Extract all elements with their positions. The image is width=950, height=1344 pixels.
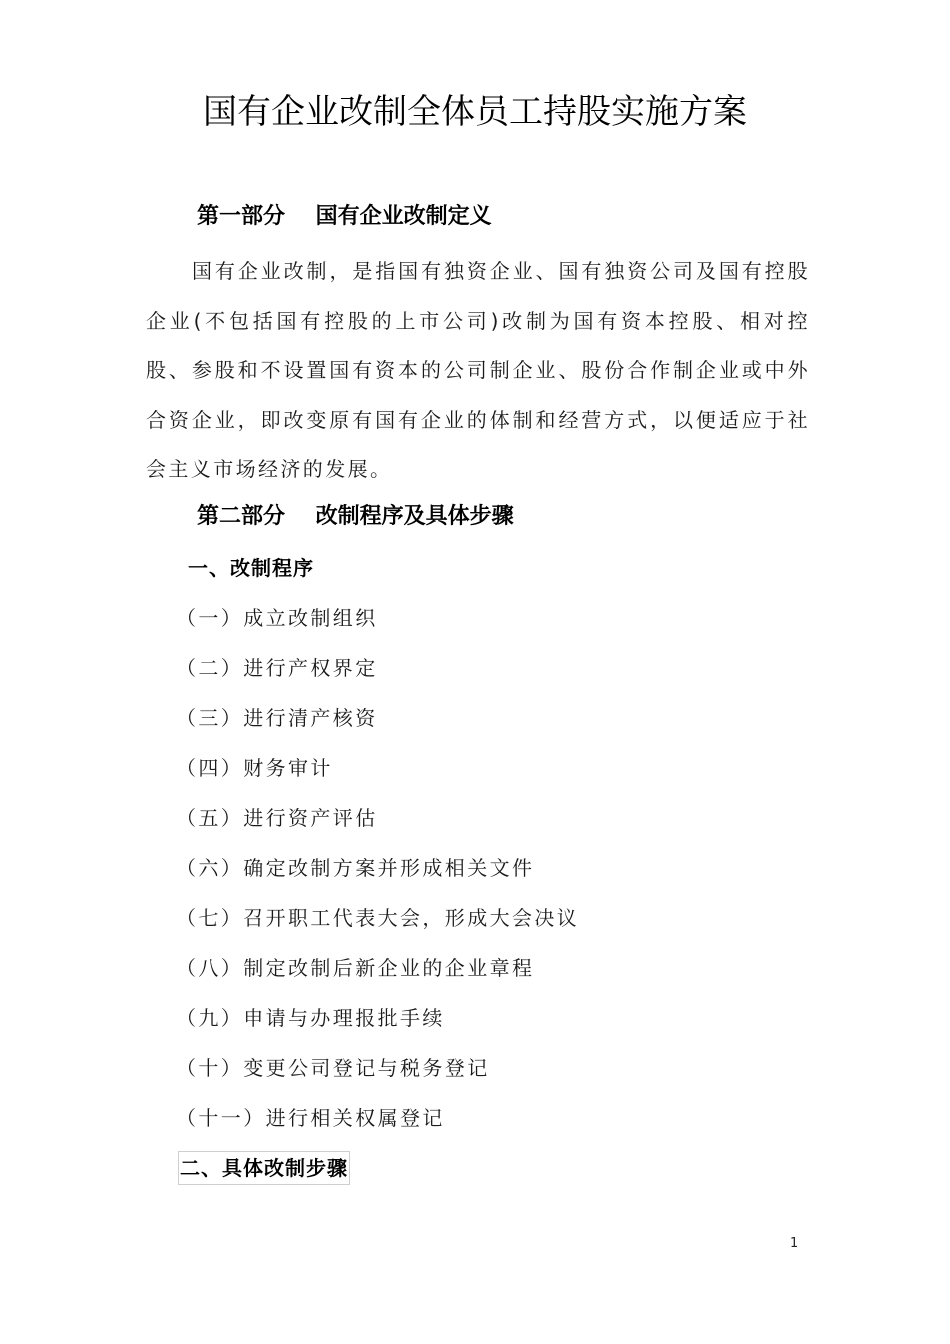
document-title: 国有企业改制全体员工持股实施方案 xyxy=(203,92,747,132)
section-2-heading: 二、具体改制步骤 xyxy=(178,1151,350,1185)
procedure-step: （三）进行清产核资 xyxy=(176,706,378,730)
part-1-paragraph: 国有企业改制，是指国有独资企业、国有独资公司及国有控股企业(不包括国有控股的上市公司)改制为国有资本控股、相对控股、参股和不设置国有资本的公司制企业、股份合作制企业或中外合资企业，即改变原有国有企业的体制和经营方式，以便适应于社会主义市场经济的发展。 xyxy=(146,259,810,482)
procedure-step: （九）申请与办理报批手续 xyxy=(176,1006,445,1030)
page-number: 1 xyxy=(790,1236,799,1251)
procedure-step: （七）召开职工代表大会，形成大会决议 xyxy=(176,906,580,930)
procedure-step: （十）变更公司登记与税务登记 xyxy=(176,1056,490,1080)
procedure-step: （二）进行产权界定 xyxy=(176,656,378,680)
procedure-step: （一）成立改制组织 xyxy=(176,606,378,630)
part-2-heading: 第二部分 改制程序及具体步骤 xyxy=(197,504,514,529)
procedure-step: （四）财务审计 xyxy=(176,756,333,780)
procedure-step: （八）制定改制后新企业的企业章程 xyxy=(176,956,535,980)
procedure-step: （十一）进行相关权属登记 xyxy=(176,1106,445,1130)
part-1-heading: 第一部分 国有企业改制定义 xyxy=(197,204,492,229)
section-1-heading: 一、改制程序 xyxy=(188,556,314,580)
procedure-step: （六）确定改制方案并形成相关文件 xyxy=(176,856,535,880)
procedure-step: （五）进行资产评估 xyxy=(176,806,378,830)
procedure-step-list xyxy=(176,603,579,1153)
